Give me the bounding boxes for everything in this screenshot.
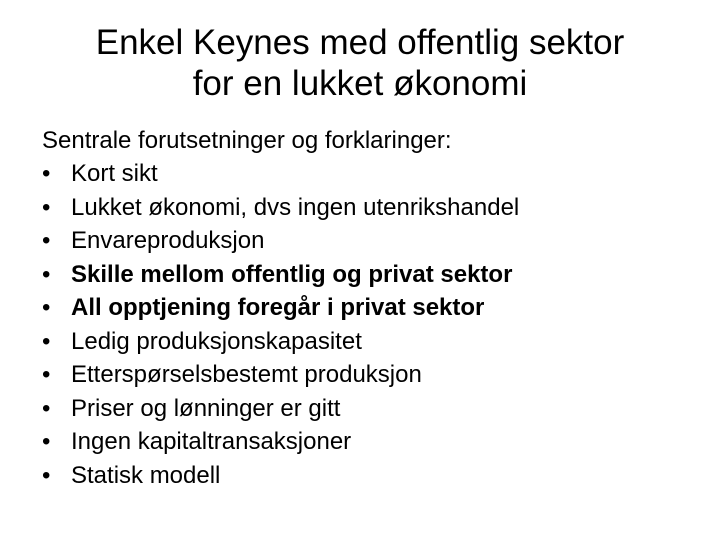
bullet-icon: • [42, 361, 51, 388]
list-item [42, 191, 519, 225]
list-item [42, 258, 519, 292]
bullet-icon: • [42, 294, 51, 321]
bullet-icon: • [42, 394, 51, 422]
list-item-text: All opptjening foregår i privat sektor [71, 294, 485, 321]
intro-text: Sentrale forutsetninger og forklaringer: [42, 127, 452, 154]
list-item [42, 325, 519, 359]
bullet-icon: • [42, 227, 51, 254]
list-item [42, 358, 519, 392]
list-item-text: Ledig produksjonskapasitet [71, 327, 362, 355]
list-item-text: Priser og lønninger er gitt [71, 394, 341, 422]
title-line-1: Enkel Keynes med offentlig sektor [95, 23, 625, 62]
list-item [42, 224, 519, 258]
list-item-text: Lukket økonomi, dvs ingen utenrikshandel [71, 193, 520, 221]
list-item [42, 157, 519, 191]
list-item-text: Etterspørselsbestemt produksjon [71, 361, 422, 388]
list-item-text: Skille mellom offentlig og privat sektor [71, 260, 513, 288]
list-item-text: Statisk modell [71, 461, 221, 489]
bullet-icon: • [42, 193, 51, 221]
bullet-icon: • [42, 461, 51, 489]
list-item-text: Kort sikt [71, 160, 158, 187]
list-item [42, 392, 519, 426]
bullet-icon: • [42, 160, 51, 187]
bullet-icon: • [42, 327, 51, 355]
list-item-text: Ingen kapitaltransaksjoner [71, 428, 352, 455]
slide-title [30, 22, 690, 104]
title-line-2: for en lukket økonomi [192, 64, 528, 103]
list-item [42, 291, 519, 325]
bullet-list [42, 157, 519, 492]
list-item [42, 425, 519, 459]
list-item [42, 459, 519, 493]
bullet-icon: • [42, 428, 51, 455]
list-item-text: Envareproduksjon [71, 227, 265, 254]
bullet-icon: • [42, 260, 51, 288]
